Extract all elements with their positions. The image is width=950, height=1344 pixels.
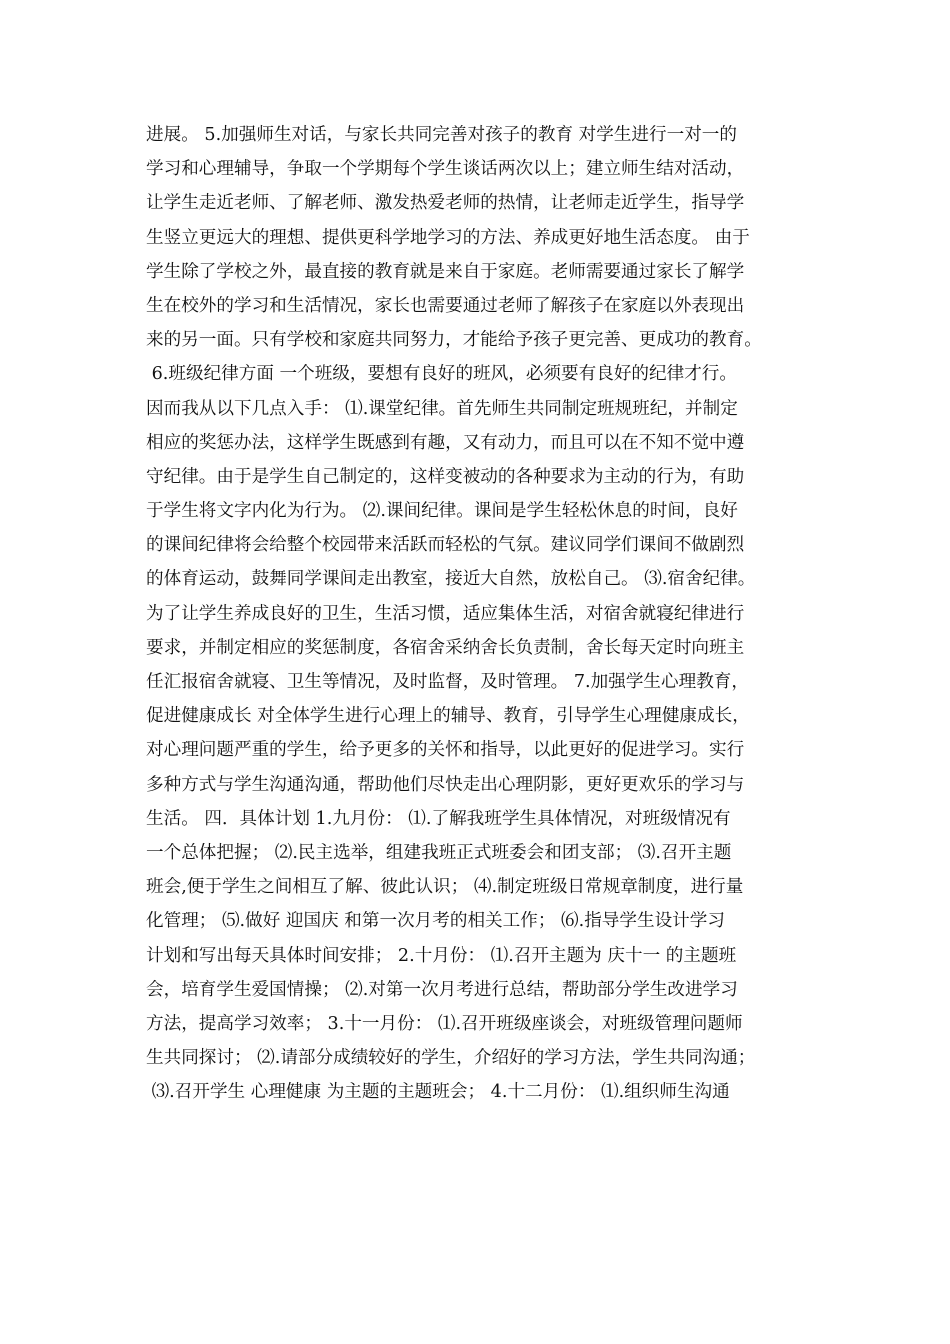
text-line-19: 对心理问题严重的学生，给予更多的关怀和指导，以此更好的促进学习。实行 — [146, 740, 745, 761]
body-text — [146, 118, 816, 1109]
text-line-25: 计划和写出每天具体时间安排； 2.十月份： ⑴.召开主题为 庆十一 的主题班 — [146, 945, 737, 966]
text-line-5: 学生除了学校之外，最直接的教育就是来自于家庭。老师需要通过家长了解学 — [146, 261, 745, 282]
text-line-23: 班会,便于学生之间相互了解、彼此认识； ⑷.制定班级日常规章制度，进行量 — [146, 877, 744, 898]
text-line-16: 要求，并制定相应的奖惩制度，各宿舍采纳舍长负责制，舍长每天定时向班主 — [146, 637, 745, 658]
text-line-24: 化管理； ⑸.做好 迎国庆 和第一次月考的相关工作； ⑹.指导学生设计学习 — [146, 911, 725, 932]
text-line-10: 相应的奖惩办法，这样学生既感到有趣，又有动力，而且可以在不知不觉中遵 — [146, 432, 745, 453]
text-line-2: 学习和心理辅导，争取一个学期每个学生谈话两次以上；建立师生结对活动， — [146, 159, 745, 180]
text-line-27: 方法，提高学习效率； 3.十一月份： ⑴.召开班级座谈会，对班级管理问题师 — [146, 1013, 743, 1034]
text-line-12: 于学生将文字内化为行为。 ⑵.课间纪律。课间是学生轻松休息的时间，良好 — [146, 501, 738, 522]
text-line-15: 为了让学生养成良好的卫生，生活习惯，适应集体生活，对宿舍就寝纪律进行 — [146, 603, 745, 624]
text-line-9: 因而我从以下几点入手： ⑴.课堂纪律。首先师生共同制定班规班纪，并制定 — [146, 398, 738, 419]
text-line-14: 的体育运动，鼓舞同学课间走出教室，接近大自然，放松自己。 ⑶.宿舍纪律。 — [146, 569, 756, 590]
text-line-11: 守纪律。由于是学生自己制定的，这样变被动的各种要求为主动的行为，有助 — [146, 466, 745, 487]
text-line-6: 生在校外的学习和生活情况，家长也需要通过老师了解孩子在家庭以外表现出 — [146, 295, 745, 316]
text-line-3: 让学生走近老师、了解老师、激发热爱老师的热情，让老师走近学生，指导学 — [146, 193, 745, 214]
text-line-8: 6.班级纪律方面 一个班级，要想有良好的班风，必须要有良好的纪律才行。 — [146, 364, 737, 385]
text-line-4: 生竖立更远大的理想、提供更科学地学习的方法、养成更好地生活态度。 由于 — [146, 227, 750, 248]
text-line-21: 生活。 四．具体计划 1.九月份： ⑴.了解我班学生具体情况，对班级情况有 — [146, 808, 731, 829]
text-line-13: 的课间纪律将会给整个校园带来活跃而轻松的气氛。建议同学们课间不做剧烈 — [146, 535, 745, 556]
text-line-7: 来的另一面。只有学校和家庭共同努力，才能给予孩子更完善、更成功的教育。 — [146, 330, 762, 351]
text-line-17: 任汇报宿舍就寝、卫生等情况，及时监督，及时管理。 7.加强学生心理教育， — [146, 672, 749, 692]
text-line-28: 生共同探讨； ⑵.请部分成绩较好的学生，介绍好的学习方法，学生共同沟通； — [146, 1048, 756, 1069]
text-line-29: ⑶.召开学生 心理健康 为主题的主题班会； 4.十二月份： ⑴.组织师生沟通 — [146, 1082, 730, 1103]
text-line-1: 进展。 5.加强师生对话，与家长共同完善对孩子的教育 对学生进行一对一的 — [146, 125, 737, 145]
text-line-22: 一个总体把握； ⑵.民主选举，组建我班正式班委会和团支部； ⑶.召开主题 — [146, 842, 732, 863]
text-line-18: 促进健康成长 对全体学生进行心理上的辅导、教育，引导学生心理健康成长， — [146, 706, 750, 727]
text-line-26: 会，培育学生爱国情操； ⑵.对第一次月考进行总结，帮助部分学生改进学习 — [146, 979, 738, 1000]
text-line-20: 多种方式与学生沟通沟通，帮助他们尽快走出心理阴影，更好更欢乐的学习与 — [146, 774, 745, 795]
